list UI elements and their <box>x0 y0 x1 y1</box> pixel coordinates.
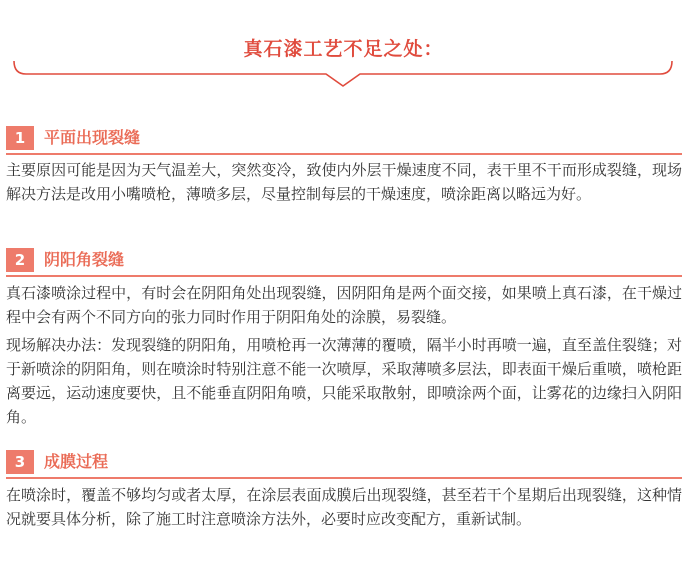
section-number-badge: 2 <box>6 248 34 272</box>
section-title: 成膜过程 <box>44 452 109 471</box>
section-title: 平面出现裂缝 <box>44 128 141 147</box>
section-paragraph: 真石漆喷涂过程中，有时会在阴阳角处出现裂缝，因阴阳角是两个面交接，如果喷上真石漆，在干燥过程中会有两个不同方向的张力同时作用于阴阳角处的涂膜，易裂缝。 <box>6 284 682 326</box>
section-divider <box>6 275 682 277</box>
section-number-badge: 3 <box>6 450 34 474</box>
section-header-3 <box>6 450 682 474</box>
section-header-1 <box>6 126 682 150</box>
section-number-badge: 1 <box>6 126 34 150</box>
header-divider <box>0 56 687 90</box>
section-paragraph: 在喷涂时，覆盖不够均匀或者太厚，在涂层表面成膜后出现裂缝，甚至若干个星期后出现裂缝，这种情况就要具体分析，除了施工时注意喷涂方法外，必要时应改变配方，重新试制。 <box>6 486 682 528</box>
section-paragraph: 主要原因可能是因为天气温差大，突然变冷，致使内外层干燥速度不同，表干里不干而形成裂缝，现场解决方法是改用小嘴喷枪，薄喷多层，尽量控制每层的干燥速度，喷涂距离以略远为好。 <box>6 161 682 203</box>
section-divider <box>6 153 682 155</box>
section-title: 阴阳角裂缝 <box>44 250 125 269</box>
section-header-2 <box>6 248 682 272</box>
section-divider <box>6 477 682 479</box>
section-paragraph: 现场解决办法：发现裂缝的阴阳角，用喷枪再一次薄薄的覆喷，隔半小时再喷一遍，直至盖住裂缝；对于新喷涂的阴阳角，则在喷涂时特别注意不能一次喷厚，采取薄喷多层法，即表面干燥后重喷，喷枪距离要远，运动速度要快，且不能垂直阴阳角喷，只能采取散射，即喷涂两个面，让雾花的边缘扫入阴阳角。 <box>6 336 682 426</box>
page-title: 真石漆工艺不足之处： <box>243 38 444 60</box>
header-banner <box>0 0 687 100</box>
